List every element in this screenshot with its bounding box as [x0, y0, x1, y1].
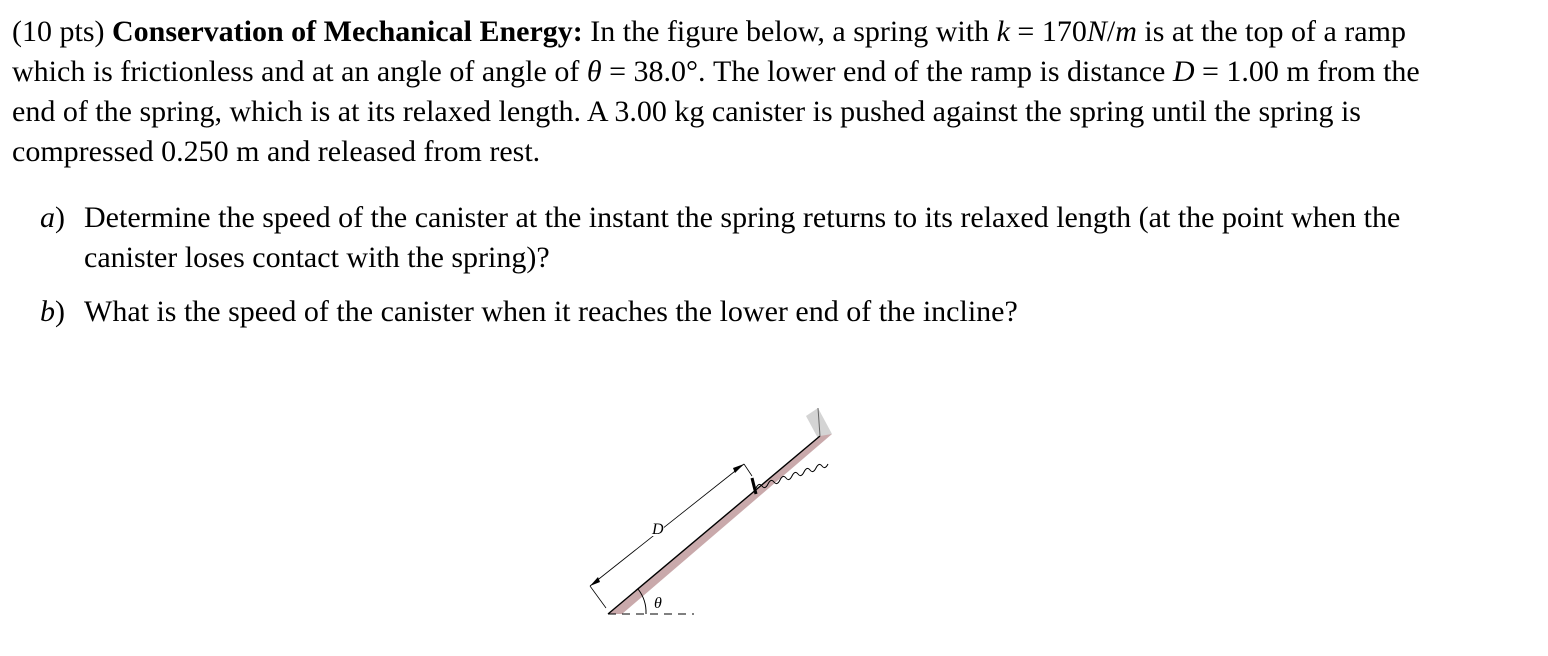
- part-b-paren: ): [55, 295, 65, 328]
- part-b-letter: b: [40, 295, 55, 328]
- part-a-label: [40, 198, 84, 278]
- ramp-diagram: [570, 390, 870, 630]
- part-b-label: [40, 292, 84, 332]
- d-arrow-lower: [590, 577, 600, 586]
- spring-end-plate: [752, 478, 756, 494]
- text-segment-3: The lower end of the ramp is distance: [705, 55, 1173, 88]
- d-symbol: D: [1172, 55, 1195, 88]
- part-a-text: Determine the speed of the canister at the instant the spring returns to its relaxed length (at the point when the canister loses contact with the spring)?: [84, 201, 1401, 274]
- d-arrow-upper: [733, 464, 744, 473]
- k-unit-slash: /: [1106, 15, 1116, 48]
- problem-text: [12, 12, 1462, 172]
- part-b: [40, 292, 1460, 332]
- problem-statement: [12, 12, 1462, 172]
- text-segment-4: = 1.00 m from the end of the spring, which is at its relaxed length. A 3.00 kg canister is pushed against the spring until the spring is compressed 0.250 m and released from rest.: [12, 55, 1420, 168]
- part-b-text: What is the speed of the canister when it reaches the lower end of the incline?: [84, 295, 1018, 328]
- ramp-body: [608, 434, 832, 614]
- theta-value: = 38.0°.: [601, 55, 706, 88]
- k-unit-n: N: [1086, 15, 1107, 48]
- text-segment-1: In the figure below, a spring with: [582, 15, 997, 48]
- theta-label: θ: [654, 595, 662, 612]
- points-label: (10 pts): [12, 15, 105, 48]
- part-a-paren: ): [55, 201, 65, 234]
- k-unit-m: m: [1115, 15, 1137, 48]
- part-a: [40, 198, 1460, 278]
- d-tick-upper: [744, 464, 752, 476]
- part-a-letter: a: [40, 201, 55, 234]
- text-segment-2: is at the top of a ramp which is frictionless and at an angle of angle of: [12, 15, 1406, 88]
- ramp-figure: [570, 390, 870, 630]
- d-label: D: [652, 521, 664, 538]
- theta-symbol: θ: [586, 55, 602, 88]
- k-value: = 170: [1009, 15, 1087, 48]
- ramp-surface: [608, 436, 820, 614]
- k-symbol: k: [996, 15, 1010, 48]
- problem-title: Conservation of Mechanical Energy:: [112, 15, 583, 48]
- question-parts: [40, 198, 1460, 346]
- d-tick-lower: [590, 586, 606, 608]
